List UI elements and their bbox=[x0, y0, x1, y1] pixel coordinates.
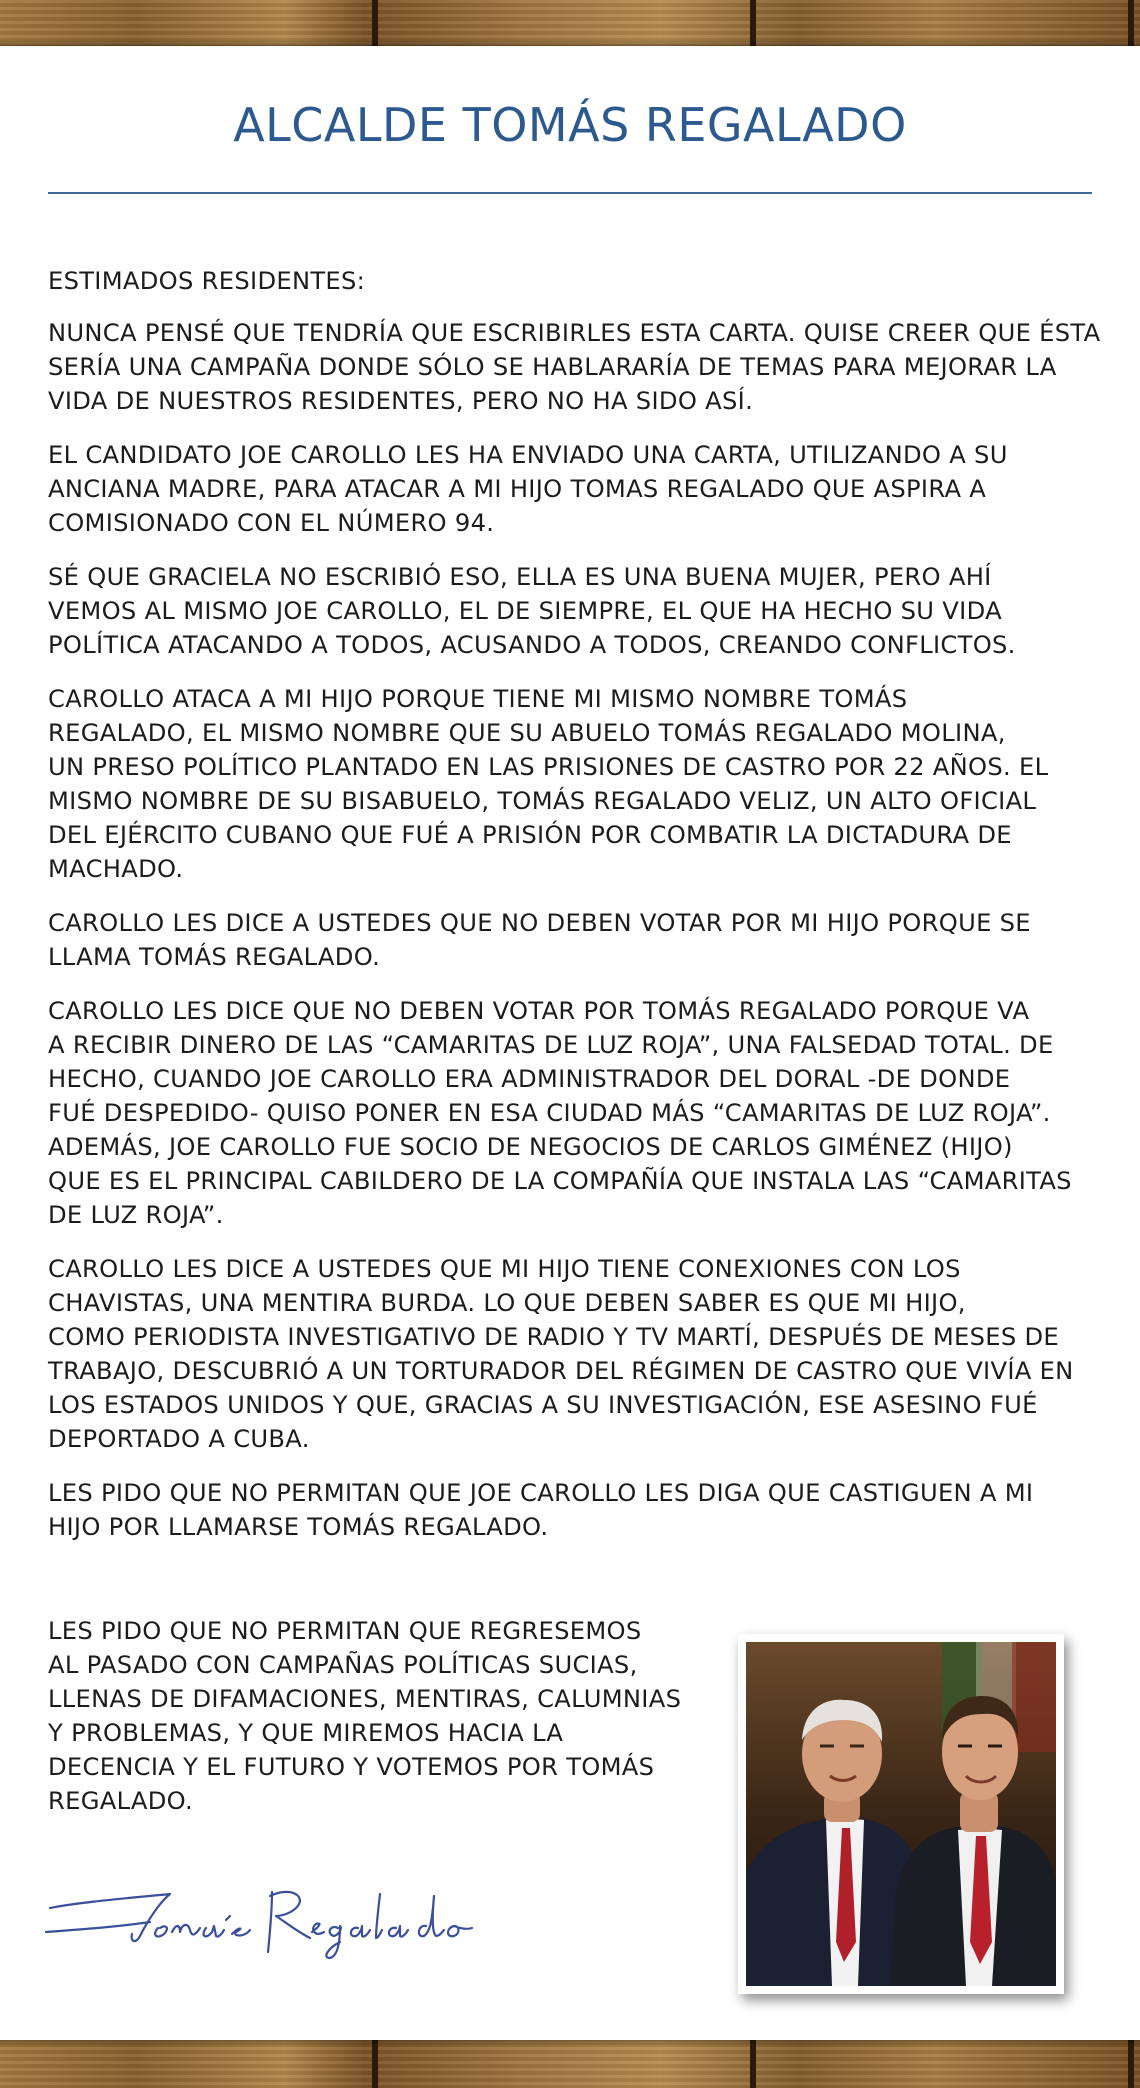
text-line: LLENAS DE DIFAMACIONES, MENTIRAS, CALUMNIAS bbox=[48, 1685, 682, 1713]
portrait-photo bbox=[746, 1642, 1056, 1986]
text-line: CAROLLO LES DICE A USTEDES QUE NO DEBEN VOTAR POR MI HIJO PORQUE SE bbox=[48, 909, 1031, 937]
text-line: UN PRESO POLÍTICO PLANTADO EN LAS PRISIONES DE CASTRO POR 22 AÑOS. EL bbox=[48, 753, 1049, 781]
letter-paragraph bbox=[48, 560, 1098, 662]
text-line: MISMO NOMBRE DE SU BISABUELO, TOMÁS REGALADO VELIZ, UN ALTO OFICIAL bbox=[48, 787, 1037, 815]
letter-paragraph bbox=[48, 1476, 1098, 1544]
text-line: EL CANDIDATO JOE CAROLLO LES HA ENVIADO UNA CARTA, UTILIZANDO A SU bbox=[48, 441, 1008, 469]
closing-paragraph bbox=[48, 1614, 688, 1818]
letter-paragraphs bbox=[48, 316, 1101, 1544]
letter-paragraph bbox=[48, 438, 1098, 540]
text-line: A RECIBIR DINERO DE LAS “CAMARITAS DE LUZ ROJA”, UNA FALSEDAD TOTAL. DE bbox=[48, 1031, 1054, 1059]
text-line: TRABAJO, DESCUBRIÓ A UN TORTURADOR DEL RÉGIMEN DE CASTRO QUE VIVÍA EN bbox=[48, 1357, 1074, 1385]
text-line: CAROLLO LES DICE QUE NO DEBEN VOTAR POR TOMÁS REGALADO PORQUE VA bbox=[48, 997, 1030, 1025]
letter-paragraph bbox=[48, 682, 1098, 886]
text-line: COMISIONADO CON EL NÚMERO 94. bbox=[48, 509, 495, 537]
photo-frame bbox=[738, 1634, 1064, 1994]
text-line: VEMOS AL MISMO JOE CAROLLO, EL DE SIEMPRE, EL QUE HA HECHO SU VIDA bbox=[48, 597, 1002, 625]
text-line: ADEMÁS, JOE CAROLLO FUE SOCIO DE NEGOCIOS DE CARLOS GIMÉNEZ (HIJO) bbox=[48, 1133, 1013, 1161]
text-line: HECHO, CUANDO JOE CAROLLO ERA ADMINISTRADOR DEL DORAL -DE DONDE bbox=[48, 1065, 1011, 1093]
text-line: CAROLLO ATACA A MI HIJO PORQUE TIENE MI MISMO NOMBRE TOMÁS bbox=[48, 685, 908, 713]
text-line: REGALADO, EL MISMO NOMBRE QUE SU ABUELO TOMÁS REGALADO MOLINA, bbox=[48, 719, 1006, 747]
text-line: CAROLLO LES DICE A USTEDES QUE MI HIJO TIENE CONEXIONES CON LOS bbox=[48, 1255, 961, 1283]
wood-border-top bbox=[0, 0, 1140, 46]
text-line: FUÉ DESPEDIDO- QUISO PONER EN ESA CIUDAD MÁS “CAMARITAS DE LUZ ROJA”. bbox=[48, 1099, 1051, 1127]
text-line: VIDA DE NUESTROS RESIDENTES, PERO NO HA SIDO ASÍ. bbox=[48, 387, 754, 415]
text-line: ANCIANA MADRE, PARA ATACAR A MI HIJO TOMAS REGALADO QUE ASPIRA A bbox=[48, 475, 987, 503]
text-line: LOS ESTADOS UNIDOS Y QUE, GRACIAS A SU INVESTIGACIÓN, ESE ASESINO FUÉ bbox=[48, 1391, 1038, 1419]
title-divider bbox=[48, 192, 1092, 194]
text-line: SÉ QUE GRACIELA NO ESCRIBIÓ ESO, ELLA ES UNA BUENA MUJER, PERO AHÍ bbox=[48, 563, 992, 591]
text-line: Y PROBLEMAS, Y QUE MIREMOS HACIA LA bbox=[48, 1719, 564, 1747]
text-line: CHAVISTAS, UNA MENTIRA BURDA. LO QUE DEBEN SABER ES QUE MI HIJO, bbox=[48, 1289, 966, 1317]
text-line: QUE ES EL PRINCIPAL CABILDERO DE LA COMPAÑÍA QUE INSTALA LAS “CAMARITAS bbox=[48, 1167, 1072, 1195]
text-line: LLAMA TOMÁS REGALADO. bbox=[48, 943, 381, 971]
text-line: REGALADO. bbox=[48, 1787, 194, 1815]
text-line: MACHADO. bbox=[48, 855, 184, 883]
letter-body bbox=[48, 264, 1101, 1564]
text-line: DEPORTADO A CUBA. bbox=[48, 1425, 310, 1453]
text-line: LES PIDO QUE NO PERMITAN QUE REGRESEMOS bbox=[48, 1617, 642, 1645]
text-line: DE LUZ ROJA”. bbox=[48, 1201, 224, 1229]
letter-paragraph bbox=[48, 994, 1098, 1232]
text-line: POLÍTICA ATACANDO A TODOS, ACUSANDO A TODOS, CREANDO CONFLICTOS. bbox=[48, 631, 1016, 659]
text-line: LES PIDO QUE NO PERMITAN QUE JOE CAROLLO LES DIGA QUE CASTIGUEN A MI bbox=[48, 1479, 1034, 1507]
text-line: DECENCIA Y EL FUTURO Y VOTEMOS POR TOMÁS bbox=[48, 1753, 655, 1781]
text-line: DEL EJÉRCITO CUBANO QUE FUÉ A PRISIÓN POR COMBATIR LA DICTADURA DE bbox=[48, 821, 1012, 849]
letter-paragraph bbox=[48, 316, 1101, 418]
letter-paragraph bbox=[48, 906, 1098, 974]
letter-greeting: ESTIMADOS RESIDENTES: bbox=[48, 267, 366, 295]
text-line: AL PASADO CON CAMPAÑAS POLÍTICAS SUCIAS, bbox=[48, 1651, 638, 1679]
text-line: COMO PERIODISTA INVESTIGATIVO DE RADIO Y TV MARTÍ, DESPUÉS DE MESES DE bbox=[48, 1323, 1059, 1351]
page-title: ALCALDE TOMÁS REGALADO bbox=[233, 98, 907, 152]
text-line: SERÍA UNA CAMPAÑA DONDE SÓLO SE HABLARARÍA DE TEMAS PARA MEJORAR LA bbox=[48, 353, 1057, 381]
text-line: NUNCA PENSÉ QUE TENDRÍA QUE ESCRIBIRLES ESTA CARTA. QUISE CREER QUE ÉSTA bbox=[48, 319, 1101, 347]
text-line: HIJO POR LLAMARSE TOMÁS REGALADO. bbox=[48, 1513, 549, 1541]
wood-border-bottom bbox=[0, 2040, 1140, 2088]
letter-paragraph bbox=[48, 1252, 1098, 1456]
signature bbox=[40, 1872, 500, 1962]
